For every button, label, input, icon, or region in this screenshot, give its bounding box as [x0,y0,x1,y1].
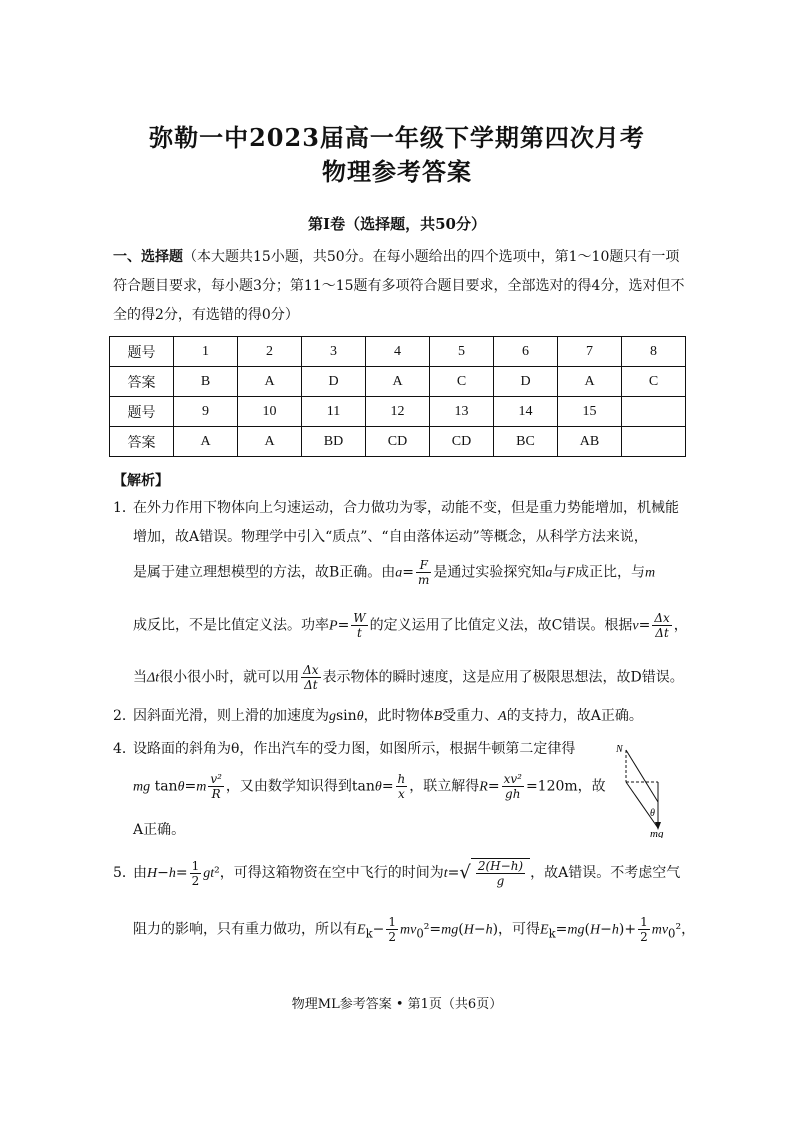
answer-cell: 4 [366,337,430,367]
resultant-line [626,782,658,828]
answer-cell: 11 [302,397,366,427]
force-diagram [612,742,674,838]
q5-line1: 5．由H−h= $\frac{1}{2}$ gt²，可得这箱物资在空中飞行的时间为t=√ $\frac{2(H-h)}{g}$ ，故A错误。不考虑空气 [113,858,681,888]
answer-cell: 13 [430,397,494,427]
answer-cell: D [494,367,558,397]
answer-cell: 2 [238,337,302,367]
section-title: 第Ⅰ卷（选择题，共50分） [308,215,486,233]
answer-cell: A [174,427,238,457]
label-mg: mg [650,828,664,838]
answer-cell: 8 [622,337,686,367]
q4-line2: mg tanθ=m $\frac{\text{v²}}{R}$ ，又由数学知识得到tanθ= $\frac{h}{x}$ ，联立解得R= $\frac{\text{xv²}}{gh}$ =120m，故 [133,772,606,801]
answer-cell: 1 [174,337,238,367]
answer-cell: AB [558,427,622,457]
answer-cell: C [622,367,686,397]
answer-cell: CD [366,427,430,457]
answer-cell: BD [302,427,366,457]
answer-cell: 14 [494,397,558,427]
normal-force-line [626,750,658,802]
q1-line4: 成反比，不是比值定义法。功率P= $\frac{W}{t}$ 的定义运用了比值定义法，故C错误。根据v= $\frac{\Delta x}{\Delta t}$ ， [133,611,688,640]
answer-cell: A [558,367,622,397]
q1-line2: 增加，故A错误。物理学中引入“质点”、“自由落体运动”等概念，从科学方法来说， [133,529,648,545]
page-title: 弥勒一中2023届高一年级下学期第四次月考 [149,123,645,152]
q4-line3: A正确。 [133,822,186,838]
page-footer: 物理ML参考答案 • 第1页（共6页） [291,997,503,1012]
answer-cell: 6 [494,337,558,367]
table-row [110,367,686,397]
intro-text: （本大题共15小题，共50分。在每小题给出的四个选项中，第1～10题只有一项符合题目要求，每小题3分；第11～15题有多项符合题目要求，全部选对的得4分，选对但不全的得2分，有选错的得0分） [113,249,685,323]
answer-cell: B [174,367,238,397]
answer-cell: 7 [558,337,622,367]
q1-line3: 是属于建立理想模型的方法，故B正确。由a= $\frac{F}{m}$ 是通过实验探究知a与F成正比，与m [133,558,656,587]
q1-line1: 1．在外力作用下物体向上匀速运动，合力做功为零，动能不变，但是重力势能增加，机械能 [113,500,679,516]
answer-cell: BC [494,427,558,457]
answer-cell: C [430,367,494,397]
answer-cell: A [366,367,430,397]
q1-line5: 当Δt很小很小时，就可以用 $\frac{\Delta x}{\Delta t}$ 表示物体的瞬时速度，这是应用了极限思想法，故D错误。 [133,663,684,692]
answer-table [109,336,686,457]
answer-cell [622,397,686,427]
answer-cell: D [302,367,366,397]
row-header-cell: 答案 [110,427,174,457]
analysis-label: 【解析】 [113,473,169,489]
label-theta: θ [650,808,655,819]
answer-cell: A [238,367,302,397]
answer-cell: 5 [430,337,494,367]
answer-cell: A [238,427,302,457]
table-row [110,427,686,457]
row-header-cell: 答案 [110,367,174,397]
intro-label: 一、选择题 [113,249,183,265]
page-subtitle: 物理参考答案 [322,157,472,186]
answer-cell: 9 [174,397,238,427]
q2: 2．因斜面光滑，则上滑的加速度为gsinθ，此时物体B受重力、A的支持力，故A正确。 [113,708,643,724]
section-intro [113,243,685,330]
answer-cell: 15 [558,397,622,427]
answer-cell [622,427,686,457]
answer-cell: 10 [238,397,302,427]
row-header-cell: 题号 [110,337,174,367]
q5-line2: 阻力的影响，只有重力做功，所以有$E_k-$ $\frac{1}{2}$ $mv_0^2=mg(H-h)$，可得$E_k=mg(H-h)+$ $\frac{1}{2}$ $mv_0^2$， [133,915,696,944]
answer-cell: 3 [302,337,366,367]
label-n: N [616,744,623,755]
answer-cell: 12 [366,397,430,427]
row-header-cell: 题号 [110,397,174,427]
table-row [110,397,686,427]
q4-line1: 4．设路面的斜角为θ，作出汽车的受力图，如图所示，根据牛顿第二定律得 [113,741,576,757]
table-row [110,337,686,367]
answer-cell: CD [430,427,494,457]
